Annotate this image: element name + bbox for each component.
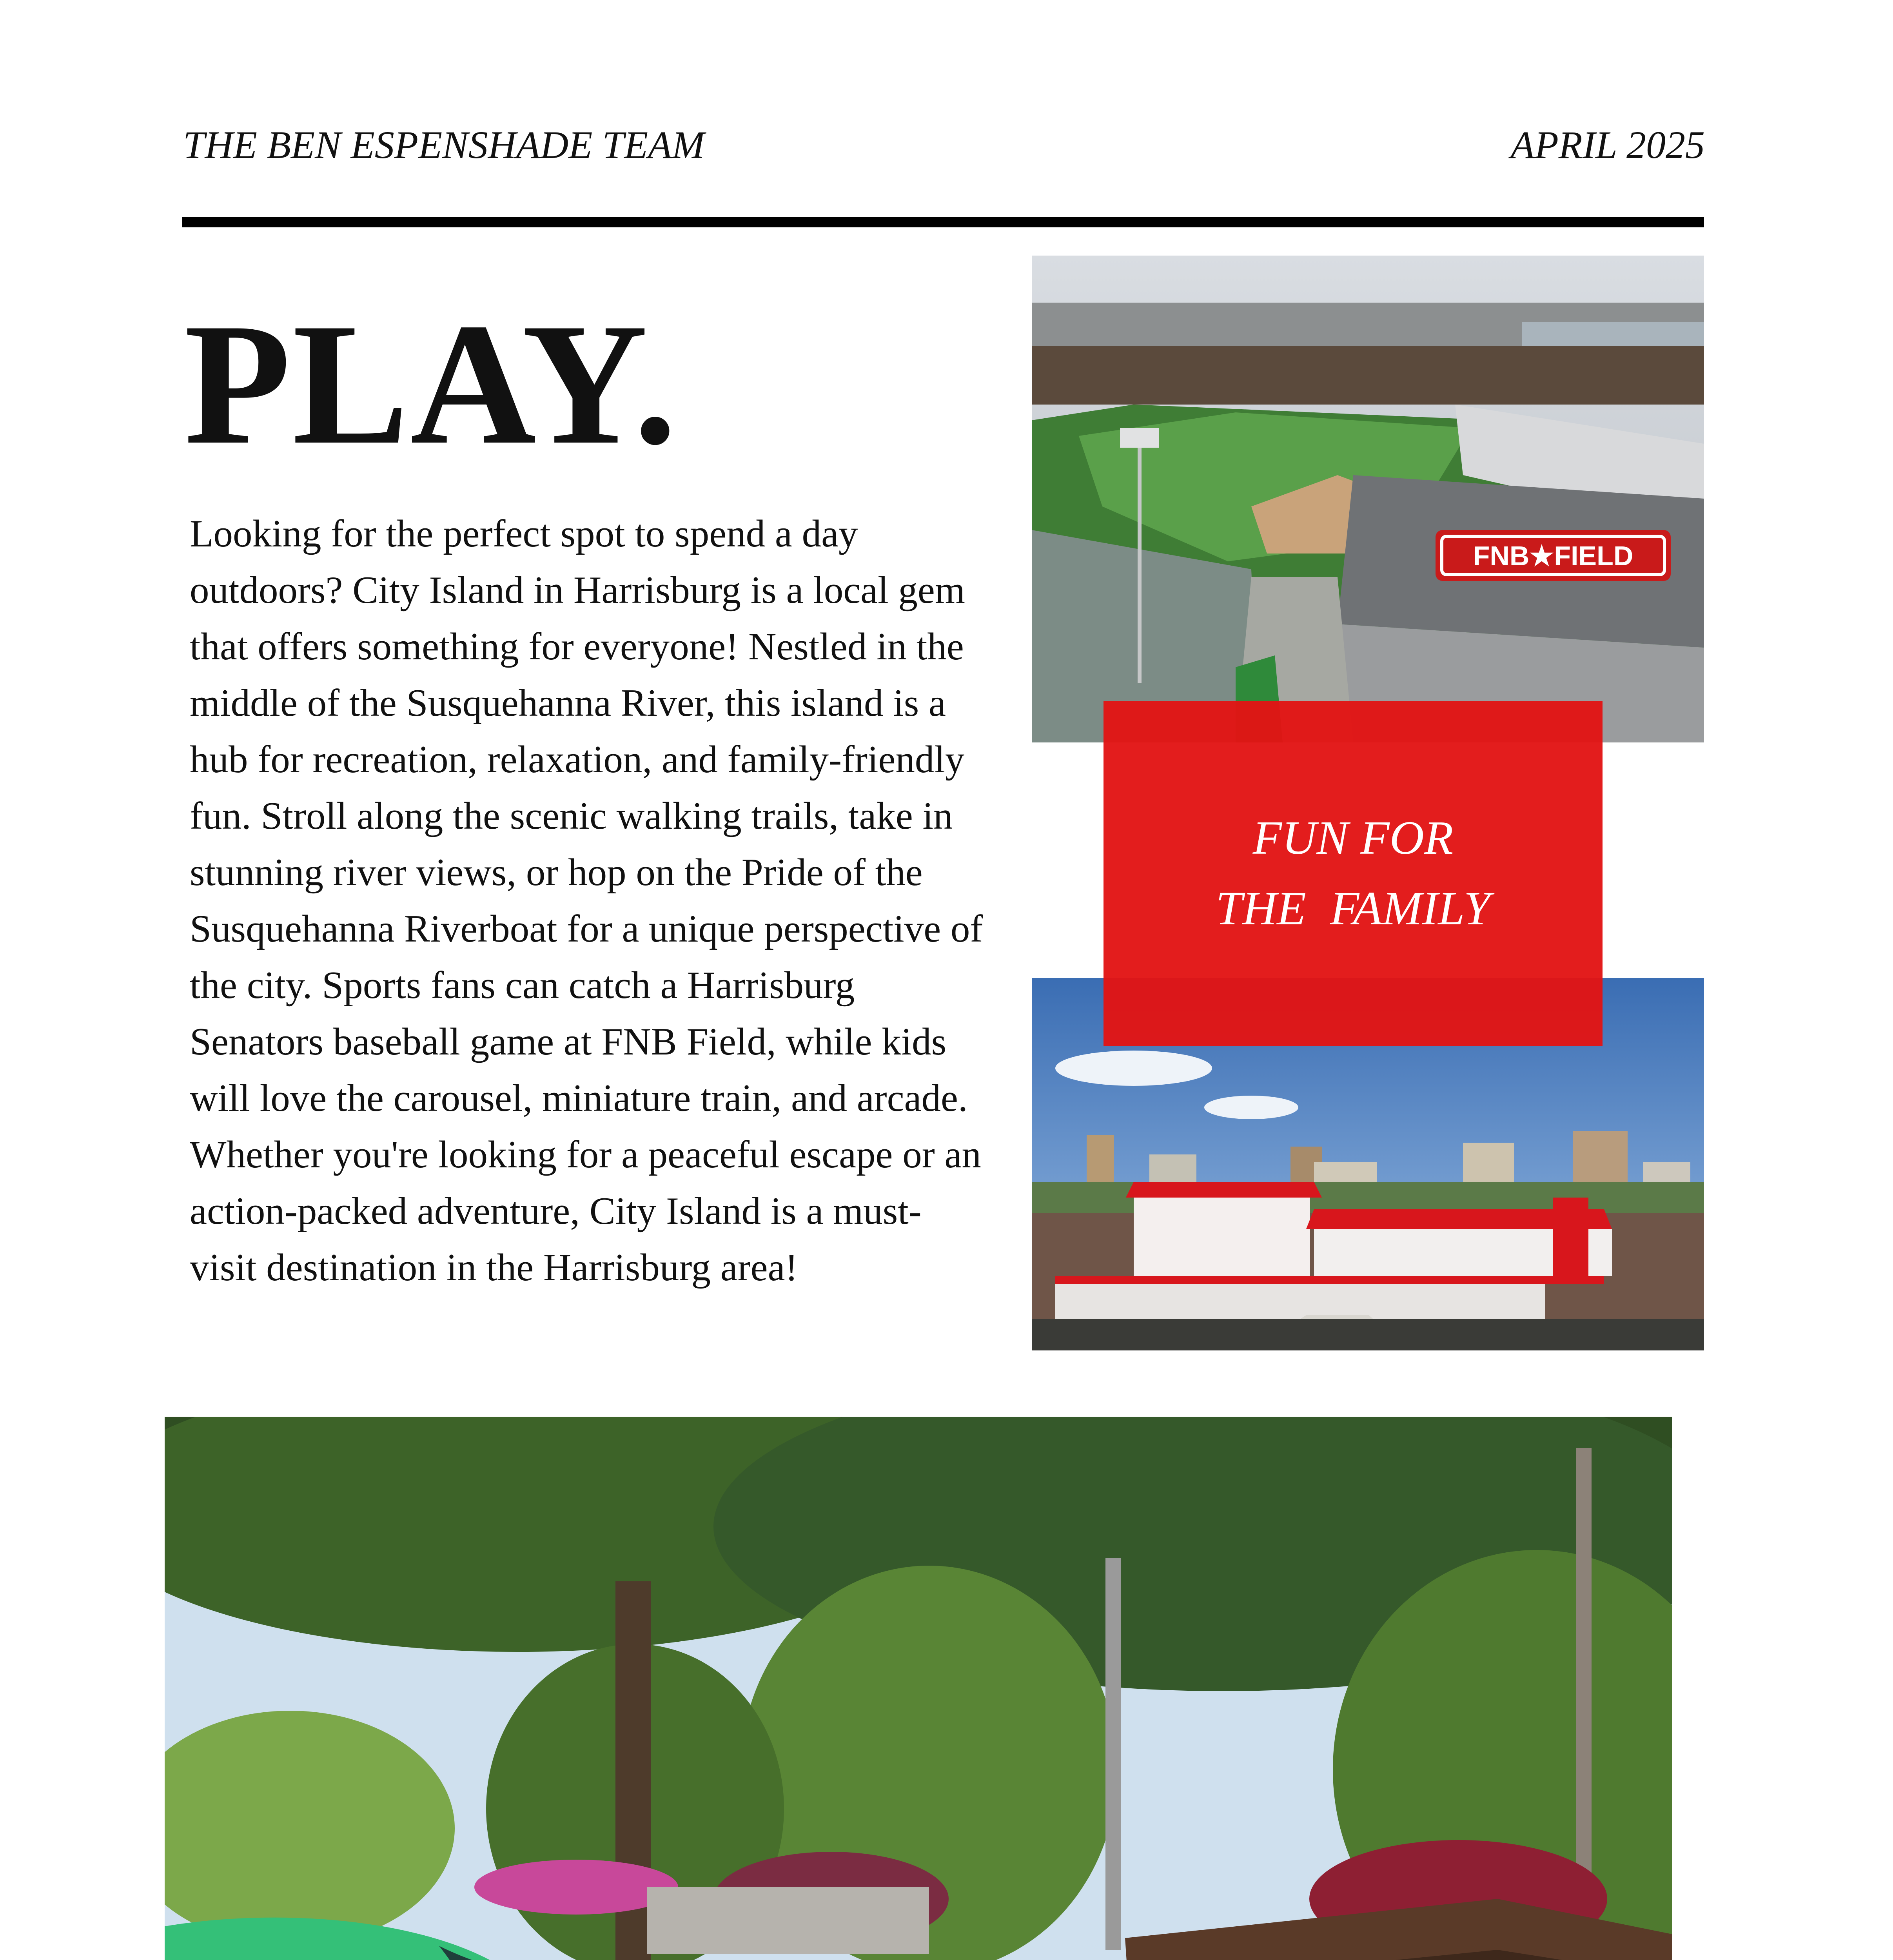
callout-box [1103, 701, 1603, 1046]
stadium-sign: FNB★FIELD [1473, 541, 1633, 571]
callout-line-1: FUN FOR [1252, 811, 1454, 864]
page-title: PLAY. [184, 287, 679, 481]
mini-golf-photo [165, 1417, 1672, 1960]
stadium-photo [1032, 256, 1704, 742]
callout-line-2: THE FAMILY [1216, 882, 1490, 935]
team-name: THE BEN ESPENSHADE TEAM [183, 123, 705, 167]
article-body: Looking for the perfect spot to spend a day outdoors? City Island in Harrisburg is a local gem that offers something for everyone! Nestled in the middle of the Susquehanna River, this island is a hub for recreation, relaxation, and family-friendly fun. Stroll along the scenic walking trails, take in stunning river views, or hop on the Pride of the Susquehanna Riverboat for a unique perspective of the city. Sports fans can catch a Harrisburg Senators baseball game at FNB Field, while kids will love the carousel, miniature train, and arcade. Whether you're looking for a peaceful escape or an action-packed adventure, City Island is a must-visit destination in the Harrisburg area! [190, 512, 983, 1289]
issue-date: APRIL 2025 [1510, 123, 1705, 167]
header-rule [182, 217, 1704, 227]
